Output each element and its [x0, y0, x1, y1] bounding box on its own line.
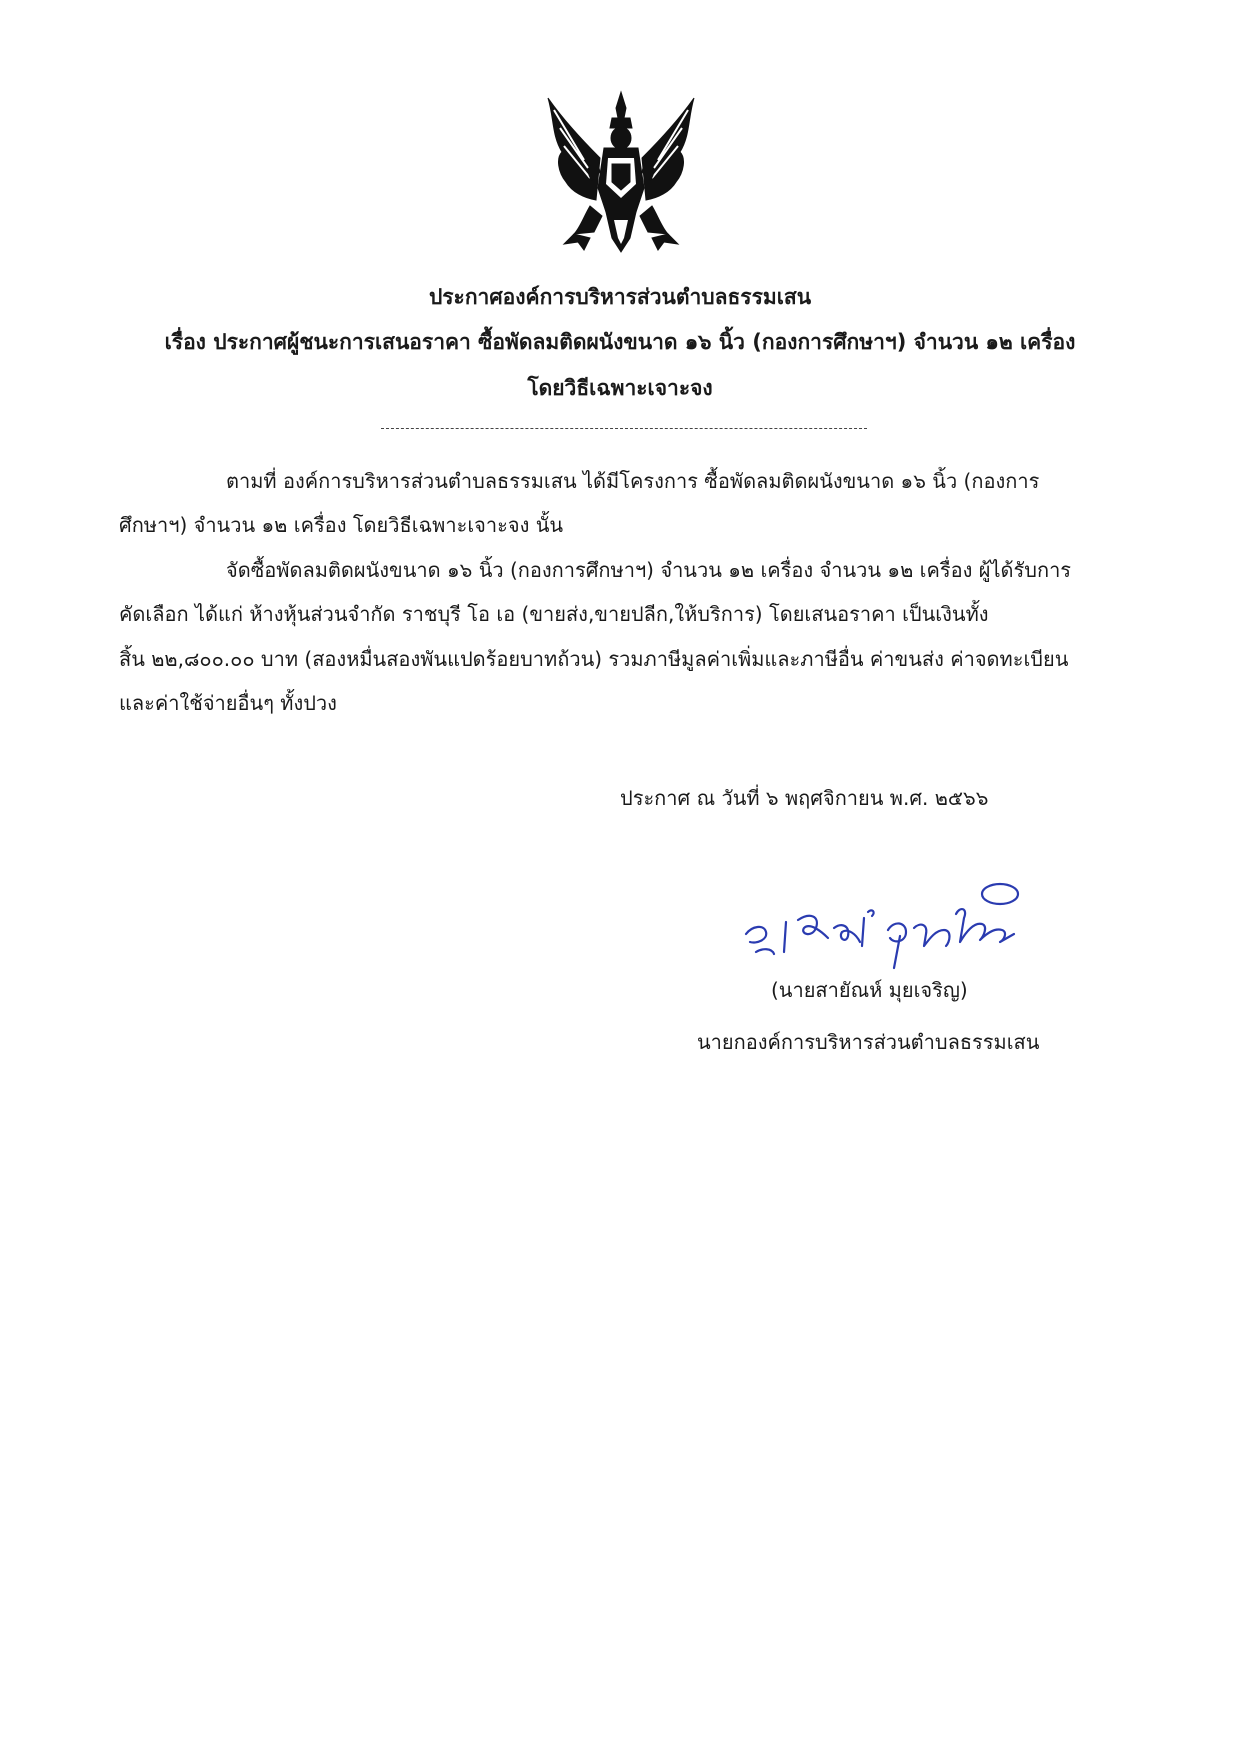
body-paragraph-1-line-2: ศึกษาฯ) จำนวน ๑๒ เครื่อง โดยวิธีเฉพาะเจาะจง นั้น [119, 513, 564, 537]
body-paragraph-2-line-1: จัดซื้อพัดลมติดผนังขนาด ๑๖ นิ้ว (กองการศึกษาฯ) จำนวน ๑๒ เครื่อง จำนวน ๑๒ เครื่อง ผู้ได้รับการ [226, 558, 1072, 582]
signer-position: นายกองค์การบริหารส่วนตำบลธรรมเสน [697, 1030, 1040, 1054]
body-paragraph-2-line-4: และค่าใช้จ่ายอื่นๆ ทั้งปวง [119, 691, 337, 715]
dashed-divider [381, 428, 867, 429]
announcement-date: ประกาศ ณ วันที่ ๖ พฤศจิกายน พ.ศ. ๒๕๖๖ [620, 786, 989, 810]
body-paragraph-2-line-3: สิ้น ๒๒,๘๐๐.๐๐ บาท (สองหมื่นสองพันแปดร้อยบาทถ้วน) รวมภาษีมูลค่าเพิ่มและภาษีอื่น ค่าขนส่ง ค่าจดทะเบียน [119, 647, 1069, 671]
announcement-subject: เรื่อง ประกาศผู้ชนะการเสนอราคา ซื้อพัดลมติดผนังขนาด ๑๖ นิ้ว (กองการศึกษาฯ) จำนวน ๑๒ เครื่อง [164, 330, 1076, 354]
signer-name: (นายสายัณห์ มุยเจริญ) [771, 978, 968, 1002]
announcement-title: ประกาศองค์การบริหารส่วนตำบลธรรมเสน [428, 285, 812, 309]
body-paragraph-2-line-2: คัดเลือก ได้แก่ ห้างหุ้นส่วนจำกัด ราชบุรี โอ เอ (ขายส่ง,ขายปลีก,ให้บริการ) โดยเสนอราคา เป็นเงินทั้ง [119, 602, 989, 626]
handwritten-signature [738, 872, 1034, 972]
body-paragraph-1-line-1: ตามที่ องค์การบริหารส่วนตำบลธรรมเสน ได้มีโครงการ ซื้อพัดลมติดผนังขนาด ๑๖ นิ้ว (กองการ [226, 469, 1040, 493]
announcement-method: โดยวิธีเฉพาะเจาะจง [527, 376, 713, 400]
garuda-emblem-icon [540, 88, 702, 254]
